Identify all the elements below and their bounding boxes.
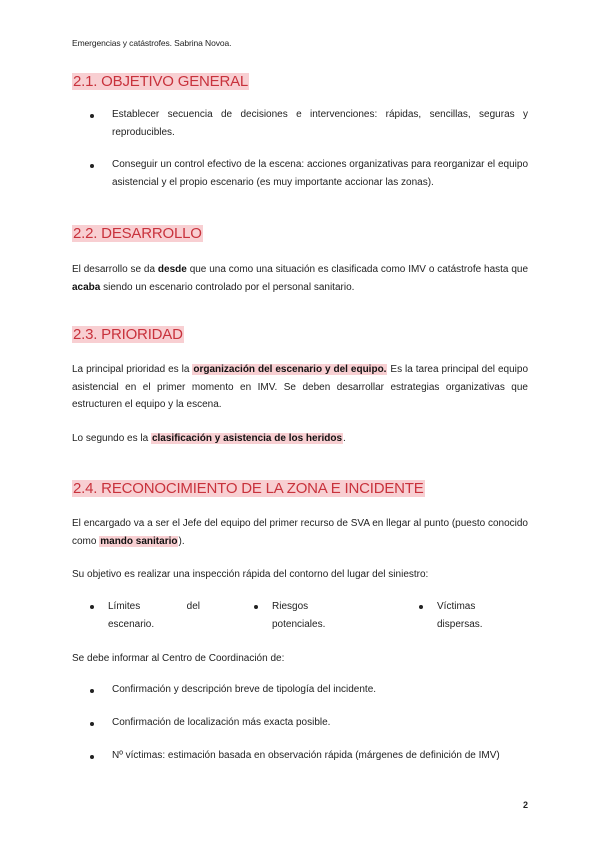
- heading-prioridad: [72, 326, 184, 344]
- bold-term: desde: [157, 264, 187, 275]
- heading-text: 2.3. PRIORIDAD: [73, 326, 183, 343]
- highlighted-term: clasificación y asistencia de los heridos: [151, 433, 343, 444]
- bullet-item: Confirmación y descripción breve de tipología del incidente.: [112, 684, 377, 695]
- paragraph-informar: Se debe informar al Centro de Coordinación de:: [72, 653, 285, 664]
- paragraph-prioridad: La principal prioridad es la organización del escenario y del equipo. Es la tarea principal del equipo asistencial en el primer momento en IMV. Se deben desarrollar estrategias organizativas que estructuren el equipo y la escena.: [72, 364, 529, 410]
- heading-desarrollo: [72, 225, 203, 243]
- bold-term: acaba: [72, 281, 101, 293]
- column-bullet-limites: Límites del escenario.: [108, 598, 200, 633]
- heading-objetivo-general: [72, 73, 249, 91]
- paragraph-objetivo: Su objetivo es realizar una inspección rápida del contorno del lugar del siniestro:: [72, 569, 429, 580]
- paragraph-encargado: El encargado va a ser el Jefe del equipo del primer recurso de SVA en llegar al punto (puesto conocido como mando sanitario).: [72, 518, 528, 547]
- heading-text: 2.2. DESARROLLO: [73, 225, 202, 242]
- highlighted-term: organización del escenario y del equipo.: [193, 364, 387, 375]
- paragraph-desarrollo: El desarrollo se da desde que una como una situación es clasificada como IMV o catástrofe hasta que acaba siendo un escenario controlado por el personal sanitario.: [72, 264, 529, 293]
- bullet-dot: [419, 605, 423, 609]
- highlighted-term: mando sanitario: [100, 535, 178, 547]
- page-number: 2: [522, 800, 528, 810]
- column-bullet-victimas: Víctimas dispersas.: [437, 598, 527, 633]
- paragraph-segundo: Lo segundo es la clasificación y asistencia de los heridos.: [72, 433, 346, 444]
- running-header: Emergencias y catástrofes. Sabrina Novoa.: [72, 38, 232, 48]
- bullet-dot: [90, 605, 94, 609]
- bullet-item: Nº víctimas: estimación basada en observación rápida (márgenes de definición de IMV): [112, 750, 500, 761]
- heading-reconocimiento: [72, 480, 425, 498]
- heading-text: 2.4. RECONOCIMIENTO DE LA ZONA E INCIDENTE: [73, 480, 424, 497]
- bullet-item: Conseguir un control efectivo de la escena: acciones organizativas para reorganizar el equipo asistencial y el propio escenario (es muy importante accionar las zonas).: [112, 159, 528, 188]
- column-bullet-riesgos: Riesgos potenciales.: [272, 598, 372, 633]
- bullet-item: Confirmación de localización más exacta posible.: [112, 717, 331, 728]
- bullet-dot: [254, 605, 258, 609]
- heading-text: 2.1. OBJETIVO GENERAL: [73, 73, 249, 90]
- bullet-item: Establecer secuencia de decisiones e intervenciones: rápidas, sencillas, seguras y reproducibles.: [112, 109, 528, 138]
